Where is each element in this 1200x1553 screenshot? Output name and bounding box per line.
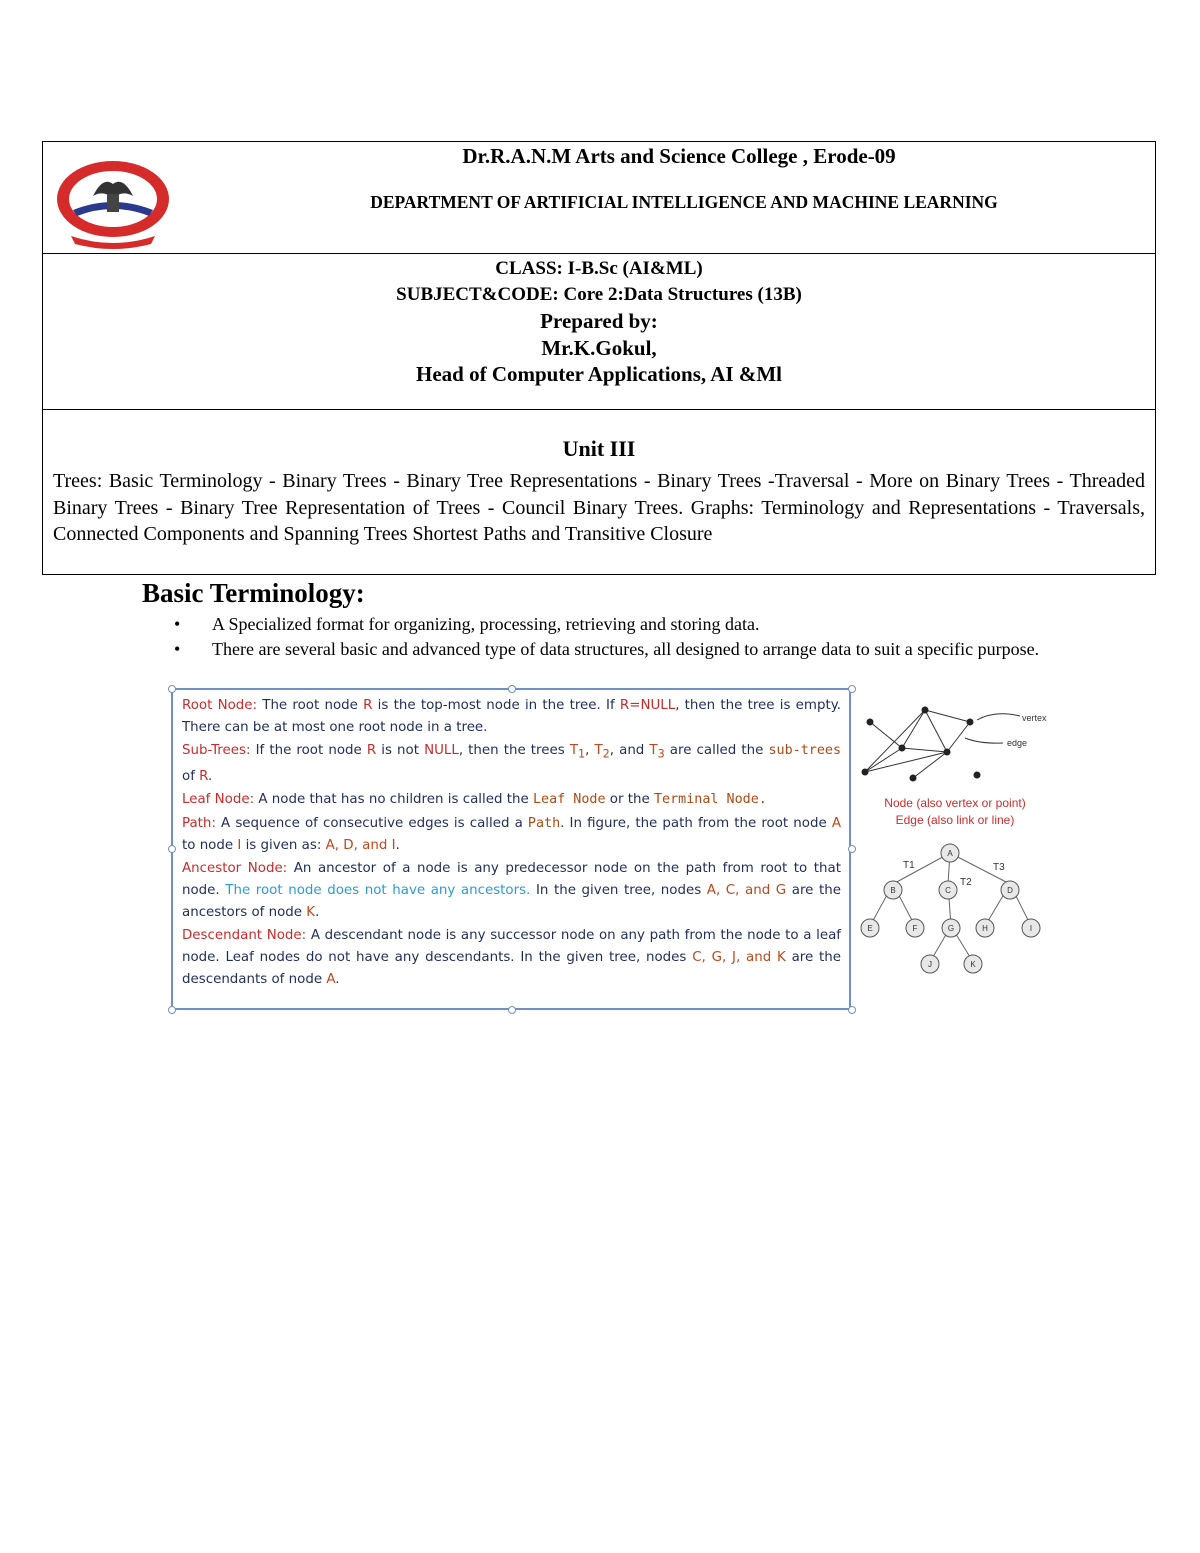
bullet-list — [174, 612, 1074, 662]
list-item: • A Specialized format for organizing, processing, retrieving and storing data. — [174, 612, 1074, 637]
tree-node — [964, 955, 982, 973]
resize-handle[interactable] — [168, 685, 176, 693]
tree-node — [884, 881, 902, 899]
sub-trees-definition: Sub-Trees: If the root node R is not NULL, then the trees $T_1$, $T_2$, and $T_3$ are called the sub-trees of R. — [182, 743, 842, 784]
resize-handle[interactable] — [508, 1006, 516, 1014]
graph-caption-edge: Edge (also link or line) — [895, 813, 1015, 827]
resize-handle[interactable] — [508, 685, 516, 693]
definitions-box[interactable] — [171, 688, 851, 1010]
class-label: CLASS: I-B.Sc (AI&ML) — [495, 258, 703, 279]
graph-vertices — [862, 707, 981, 782]
edge-label: edge — [1007, 738, 1028, 748]
subtree-label-t2: T2 — [960, 877, 972, 888]
vertex-label: vertex — [1022, 713, 1047, 723]
descendant-node-definition: Descendant Node: A descendant node is any successor node on any path from the node to a leaf node. Leaf nodes do not have any descendants. In the given tree, nodes C, G, J, and K are the descendants of node A. — [182, 928, 841, 988]
department-name: DEPARTMENT OF ARTIFICIAL INTELLIGENCE AND MACHINE LEARNING — [370, 192, 998, 212]
subtree-label-t3: T3 — [993, 862, 1005, 873]
graph-edges — [865, 710, 970, 778]
unit-syllabus: Trees: Basic Terminology - Binary Trees - Binary Tree Representations - Binary Trees -Traversal - More on Binary Trees - Threaded Binary Trees - Binary Tree Representation of Trees - Council Binary Trees. Graphs: Terminology and Representations - Traversals, Connected Components and Spanning Trees Shortest Paths and Transitive Closure — [53, 470, 1145, 546]
svg-text:G: G — [947, 924, 955, 933]
leaf-node-definition: Leaf Node: A node that has no children is called the Leaf Node or the Terminal Node. — [182, 792, 767, 808]
svg-text:H: H — [982, 924, 988, 933]
tree-node — [906, 919, 924, 937]
class-info-row — [43, 254, 1155, 410]
graph-figure — [855, 700, 1065, 835]
resize-handle[interactable] — [848, 685, 856, 693]
tree-figure — [855, 838, 1055, 978]
bullet-icon: • — [174, 639, 181, 659]
author-designation: Head of Computer Applications, AI &Ml — [416, 362, 782, 386]
list-item: • There are several basic and advanced type of data structures, all designed to arrange data to suit a specific purpose. — [174, 637, 1074, 662]
college-name: Dr.R.A.N.M Arts and Science College , Erode-09 — [462, 144, 896, 168]
svg-text:J: J — [928, 960, 932, 969]
section-heading: Basic Terminology: — [142, 578, 365, 608]
ancestor-node-definition: Ancestor Node: An ancestor of a node is any predecessor node on the path from root to that node. The root node does not have any ancestors. In the given tree, nodes A, C, and G are the ancestors of node K. — [182, 860, 841, 920]
tree-node — [861, 919, 879, 937]
tree-node — [1022, 919, 1040, 937]
unit-row — [43, 410, 1155, 574]
svg-text:E: E — [867, 924, 873, 933]
root-node-definition: Root Node: The root node R is the top-most node in the tree. If R=NULL, then the tree is empty. There can be at most one root node in a tree. — [182, 698, 841, 735]
tree-node — [941, 844, 959, 862]
resize-handle[interactable] — [168, 845, 176, 853]
subtree-label-t1: T1 — [903, 860, 915, 871]
tree-node — [921, 955, 939, 973]
college-header-row — [43, 142, 1155, 254]
author-name: Mr.K.Gokul, — [541, 336, 657, 360]
unit-title: Unit III — [562, 436, 636, 461]
subject-code: SUBJECT&CODE: Core 2:Data Structures (13B) — [396, 284, 802, 305]
svg-text:F: F — [912, 924, 918, 933]
bullet-icon: • — [174, 614, 181, 634]
tree-node — [942, 919, 960, 937]
resize-handle[interactable] — [168, 1006, 176, 1014]
svg-text:I: I — [1029, 924, 1033, 933]
tree-edges — [870, 853, 1031, 962]
svg-text:B: B — [890, 886, 896, 895]
tree-node — [939, 881, 957, 899]
svg-text:A: A — [947, 849, 953, 858]
resize-handle[interactable] — [848, 1006, 856, 1014]
prepared-by-label: Prepared by: — [540, 309, 658, 333]
graph-caption-node: Node (also vertex or point) — [884, 796, 1026, 810]
svg-text:C: C — [945, 886, 951, 895]
tree-node — [976, 919, 994, 937]
svg-text:D: D — [1007, 886, 1013, 895]
path-definition: Path: A sequence of consecutive edges is called a Path. In figure, the path from the root node A to node I is given as: A, D, and I. — [182, 815, 841, 853]
header-table — [42, 141, 1156, 575]
tree-node — [1001, 881, 1019, 899]
svg-text:K: K — [970, 960, 976, 969]
